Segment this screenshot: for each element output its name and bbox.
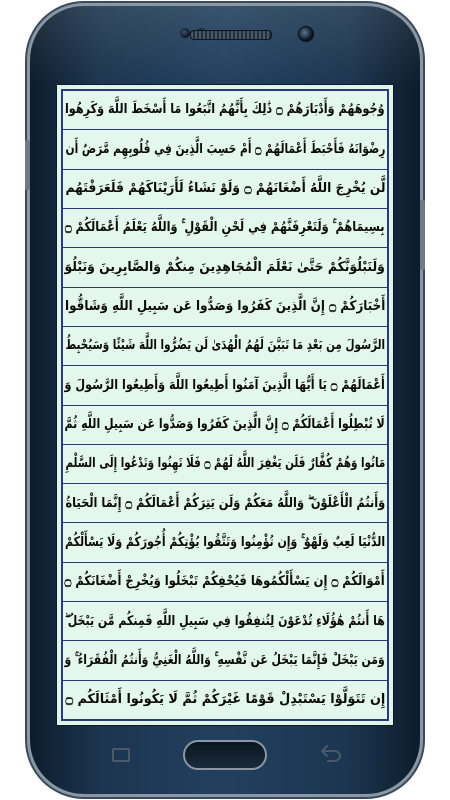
verse-line (63, 170, 387, 209)
recent-apps-icon[interactable] (112, 748, 130, 762)
verse-line (63, 641, 387, 680)
verse-line-text: رِضْوَانَهُ فَأَحْبَطَ أَعْمَالَهُمْ ۝ أَمْ حَسِبَ الَّذِينَ فِي قُلُوبِهِم مَّرَضٌ أَن (65, 141, 385, 157)
verse-line (63, 406, 387, 445)
verse-line-text: هَا أَنتُمْ هَٰؤُلَاءِ تُدْعَوْنَ لِتُنفِقُوا فِي سَبِيلِ اللَّهِ فَمِنكُم مَّن يَبْخَلُ ۖ (65, 613, 385, 629)
quran-page[interactable] (61, 89, 389, 721)
front-camera (298, 26, 314, 42)
verse-line-text: وَمَن يَبْخَلْ فَإِنَّمَا يَبْخَلُ عَن نَّفْسِهِ ۚ وَاللَّهُ الْغَنِيُّ وَأَنتُمُ الْفُقَرَاءُ ۚ وَ (64, 652, 386, 668)
phone-frame (30, 6, 420, 794)
verse-line-text: وُجُوهَهُمْ وَأَدْبَارَهُمْ ۝ ذَٰلِكَ بِأَنَّهُمُ اتَّبَعُوا مَا أَسْخَطَ اللَّهَ وَكَرِهُوا (65, 102, 385, 118)
verse-line (63, 130, 387, 169)
earpiece-speaker (190, 30, 272, 40)
proximity-sensor (180, 28, 190, 38)
back-icon[interactable] (320, 744, 342, 762)
verse-line-text: الدُّنْيَا لَعِبٌ وَلَهْوٌ ۚ وَإِن تُؤْمِنُوا وَتَتَّقُوا يُؤْتِكُمْ أُجُورَكُمْ وَلَا يَسْأَلْكُمْ (64, 534, 386, 550)
verse-line-text: أَخْبَارَكُمْ ۝ إِنَّ الَّذِينَ كَفَرُوا وَصَدُّوا عَن سَبِيلِ اللَّهِ وَشَاقُّوا (64, 299, 386, 315)
verse-line-text: لَا تُبْطِلُوا أَعْمَالَكُمْ ۝ إِنَّ الَّذِينَ كَفَرُوا وَصَدُّوا عَن سَبِيلِ اللَّهِ ثُمَّ (64, 416, 386, 432)
hardware-nav-row (30, 734, 420, 778)
phone-screen (56, 84, 394, 726)
verse-line (63, 288, 387, 327)
verse-line (63, 523, 387, 562)
verse-line-text: أَعْمَالَهُمْ ۝ يَا أَيُّهَا الَّذِينَ آمَنُوا أَطِيعُوا اللَّهَ وَأَطِيعُوا الرَّسُولَ وَ (64, 377, 386, 393)
verse-line (63, 366, 387, 405)
verse-line-text: إِن تَتَوَلَّوْا يَسْتَبْدِلْ قَوْمًا غَيْرَكُمْ ثُمَّ لَا يَكُونُوا أَمْثَالَكُم ۝ (65, 692, 385, 708)
verse-line-text: وَلَنَبْلُوَنَّكُمْ حَتَّىٰ نَعْلَمَ الْمُجَاهِدِينَ مِنكُمْ وَالصَّابِرِينَ وَنَبْلُوَ (64, 259, 386, 275)
verse-line-text: الرَّسُولَ مِن بَعْدِ مَا تَبَيَّنَ لَهُمُ الْهُدَىٰ لَن يَضُرُّوا اللَّهَ شَيْئًا وَسَيُحْبِطُ (65, 338, 385, 354)
verse-line (63, 445, 387, 484)
power-button (420, 200, 425, 270)
verse-line (63, 484, 387, 523)
verse-line (63, 327, 387, 366)
verse-line (63, 248, 387, 287)
phone-shine (30, 6, 420, 86)
verse-line-text: أَمْوَالَكُمْ ۝ إِن يَسْأَلْكُمُوهَا فَيُحْفِكُمْ تَبْخَلُوا وَيُخْرِجْ أَضْغَانَكُمْ ۝ (64, 574, 386, 590)
volume-button (25, 140, 30, 190)
verse-line-text: وَأَنتُمُ الْأَعْلَوْنَ ۖ وَاللَّهُ مَعَكُمْ وَلَن يَتِرَكُمْ أَعْمَالَكُمْ ۝ إِنَّمَا الْحَيَاةُ (65, 495, 385, 511)
verse-line (63, 681, 387, 719)
verse-line-text: مَاتُوا وَهُمْ كُفَّارٌ فَلَن يَغْفِرَ اللَّهُ لَهُمْ ۝ فَلَا تَهِنُوا وَتَدْعُوا إِلَى السَّلْمِ (65, 456, 385, 472)
verse-line (63, 602, 387, 641)
verse-line (63, 209, 387, 248)
home-button[interactable] (183, 740, 267, 770)
verse-line-text: لَّن يُخْرِجَ اللَّهُ أَضْغَانَهُمْ ۝ وَلَوْ نَشَاءُ لَأَرَيْنَاكَهُمْ فَلَعَرَفْتَهُم (64, 181, 385, 197)
verse-line (63, 563, 387, 602)
verse-line-text: بِسِيمَاهُمْ ۚ وَلَتَعْرِفَنَّهُمْ فِي لَحْنِ الْقَوْلِ ۚ وَاللَّهُ يَعْلَمُ أَعْمَالَكُمْ ۝ (65, 220, 385, 236)
verse-line (63, 91, 387, 130)
